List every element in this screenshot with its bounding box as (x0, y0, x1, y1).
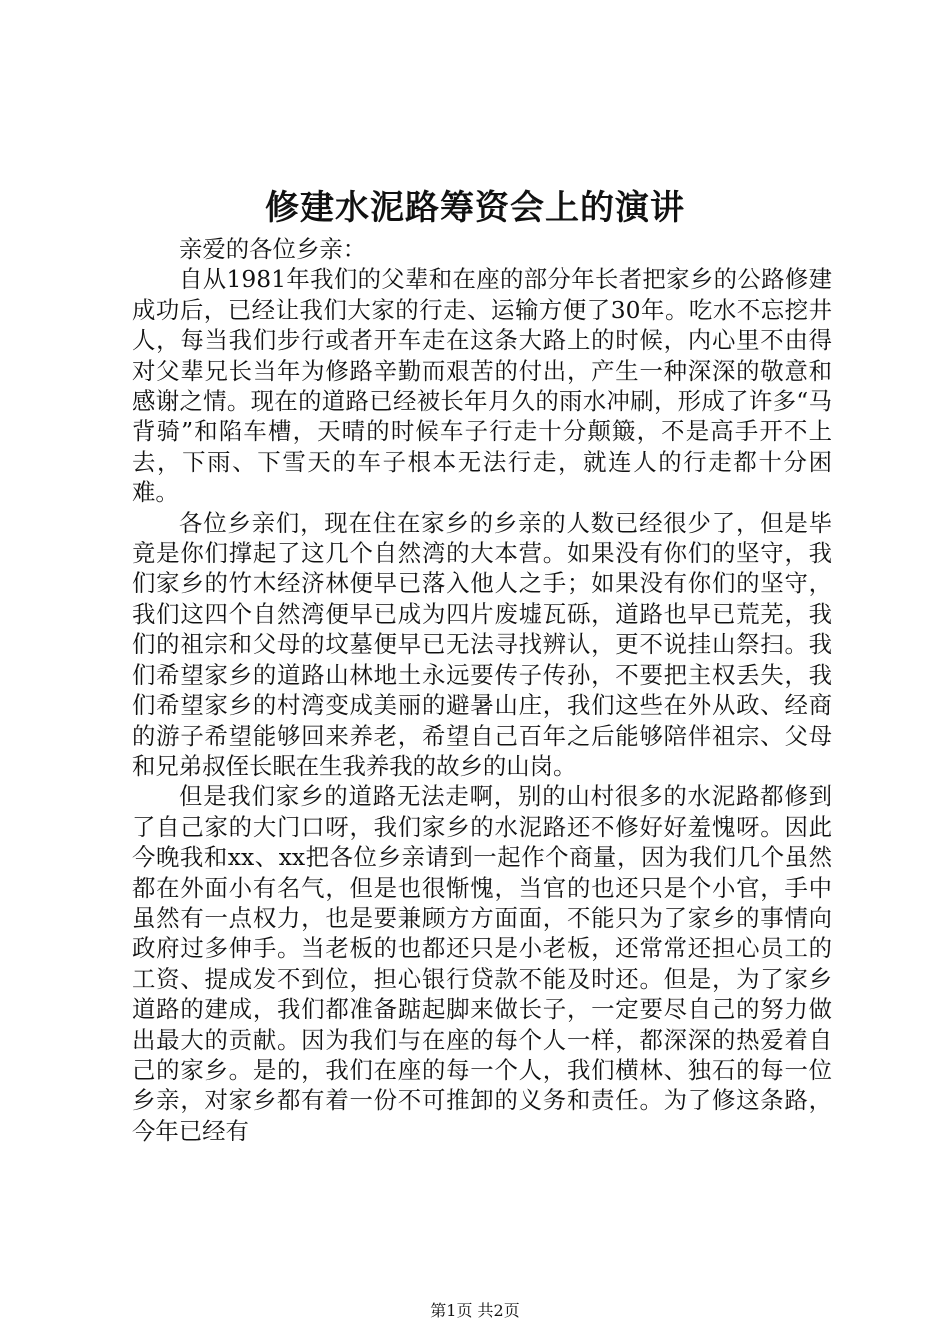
paragraph: 各位乡亲们，现在住在家乡的乡亲的人数已经很少了，但是毕竟是你们撑起了这几个自然湾的大本营。如果没有你们的坚守，我们家乡的竹木经济林便早已落入他人之手；如果没有你们的坚守，我们这四个自然湾便早已成为四片废墟瓦砾，道路也早已荒芜，我们的祖宗和父母的坟墓便早已无法寻找辨认，更不说挂山祭扫。我们希望家乡的道路山林地土永远要传子传孙，不要把主权丢失，我们希望家乡的村湾变成美丽的避暑山庄，我们这些在外从政、经商的游子希望能够回来养老，希望自己百年之后能够陪伴祖宗、父母和兄弟叔侄长眠在生我养我的故乡的山岗。 (132, 508, 832, 780)
salutation: 亲爱的各位乡亲： (179, 235, 367, 263)
page-footer: 第1页 共2页 (430, 1301, 520, 1320)
paragraph: 但是我们家乡的道路无法走啊，别的山村很多的水泥路都修到了自己家的大门口呀，我们家乡的水泥路还不修好好羞愧呀。因此今晚我和xx、xx把各位乡亲请到一起作个商量，因为我们几个虽然都在外面小有名气，但是也很惭愧，当官的也还只是个小官，手中虽然有一点权力，也是要兼顾方方面面，不能只为了家乡的事情向政府过多伸手。当老板的也都还只是小老板，还常常还担心员工的工资、提成发不到位，担心银行贷款不能及时还。但是，为了家乡道路的建成，我们都准备踮起脚来做长子，一定要尽自己的努力做出最大的贡献。因为我们与在座的每个人一样，都深深的热爱着自己的家乡。是的，我们在座的每一个人，我们横林、独石的每一位乡亲，对家乡都有着一份不可推卸的义务和责任。为了修这条路，今年已经有 (132, 782, 832, 1145)
document-title: 修建水泥路筹资会上的演讲 (265, 188, 685, 228)
document-body (132, 234, 832, 1146)
paragraph: 自从1981年我们的父辈和在座的部分年长者把家乡的公路修建成功后，已经让我们大家的行走、运输方便了30年。吃水不忘挖井人，每当我们步行或者开车走在这条大路上的时候，内心里不由得对父辈兄长当年为修路辛勤而艰苦的付出，产生一种深深的敬意和感谢之情。现在的道路已经被长年月久的雨水冲刷，形成了许多“马背骑”和陷车槽，天晴的时候车子行走十分颠簸，不是高手开不上去，下雨、下雪天的车子根本无法行走，就连人的行走都十分困难。 (132, 265, 832, 507)
